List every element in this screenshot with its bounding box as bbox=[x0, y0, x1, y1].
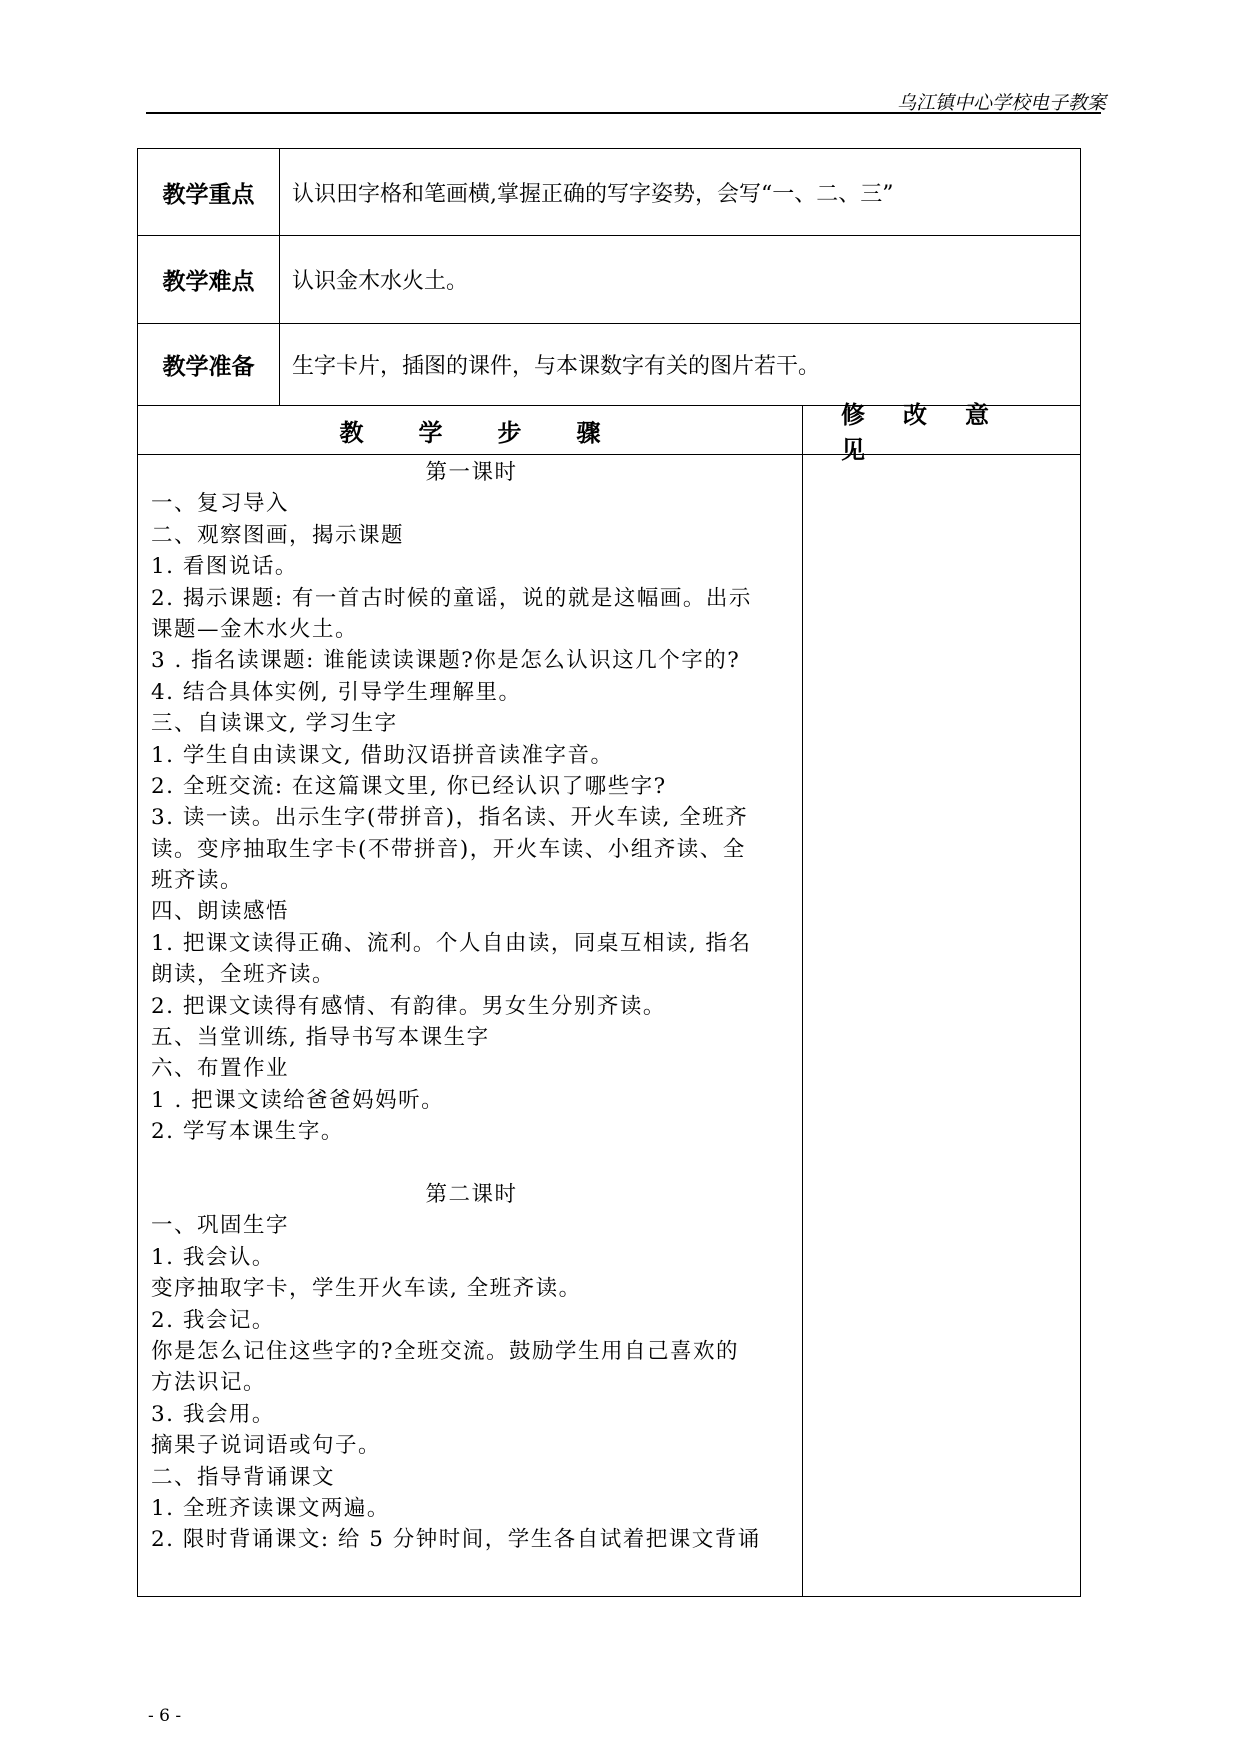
step-line: 摘果子说词语或句子。 bbox=[151, 1433, 382, 1459]
preparation-content: 生字卡片，插图的课件，与本课数字有关的图片若干。 bbox=[292, 354, 821, 379]
modifications-content bbox=[803, 455, 1080, 1596]
key-points-row bbox=[138, 149, 1080, 236]
lesson-plan-table bbox=[137, 148, 1081, 1597]
step-line: 1. 看图说话。 bbox=[151, 554, 298, 580]
step-line: 二、指导背诵课文 bbox=[151, 1464, 336, 1490]
difficulties-content: 认识金木水火土。 bbox=[292, 269, 469, 294]
step-line: 班齐读。 bbox=[151, 868, 244, 894]
step-line: 四、朗读感悟 bbox=[151, 899, 290, 925]
teaching-steps-content bbox=[138, 455, 803, 1596]
steps-column-header: 教学步骤 bbox=[138, 406, 803, 454]
blank-line bbox=[151, 1148, 792, 1179]
step-line: 2. 把课文读得有感情、有韵律。男女生分别齐读。 bbox=[151, 993, 666, 1019]
step-line: 一、巩固生字 bbox=[151, 1213, 290, 1239]
step-line: 3. 读一读。出示生字(带拼音)，指名读、开火车读, 全班齐 bbox=[151, 805, 749, 831]
step-line: 一、复习导入 bbox=[151, 491, 290, 517]
difficulties-label: 教学难点 bbox=[138, 236, 280, 323]
lesson-period-title: 第二课时 bbox=[425, 1181, 518, 1207]
step-line: 课题—金木水火土。 bbox=[151, 616, 359, 642]
step-line: 变序抽取字卡，学生开火车读, 全班齐读。 bbox=[151, 1276, 582, 1302]
step-line: 2. 全班交流: 在这篇课文里, 你已经认识了哪些字? bbox=[151, 773, 667, 799]
preparation-row bbox=[138, 324, 1080, 406]
step-line: 2. 学写本课生字。 bbox=[151, 1119, 344, 1145]
step-line: 六、布置作业 bbox=[151, 1056, 290, 1082]
step-line: 3 . 指名读课题: 谁能读读课题?你是怎么认识这几个字的? bbox=[151, 648, 741, 674]
difficulties-row bbox=[138, 236, 1080, 324]
step-line: 你是怎么记住这些字的?全班交流。鼓励学生用自己喜欢的 bbox=[151, 1338, 740, 1364]
step-line: 2. 揭示课题: 有一首古时候的童谣，说的就是这幅画。出示 bbox=[151, 585, 752, 611]
modifications-column-header: 修改意见 bbox=[841, 400, 1027, 464]
key-points-content: 认识田字格和笔画横,掌握正确的写字姿势，会写“一、二、三” bbox=[292, 181, 894, 207]
steps-header-row bbox=[138, 400, 1080, 464]
key-points-label: 教学重点 bbox=[138, 149, 280, 235]
header-rule bbox=[146, 112, 1101, 114]
step-line: 方法识记。 bbox=[151, 1370, 267, 1396]
step-line: 3. 我会用。 bbox=[151, 1401, 275, 1427]
lesson-period-title: 第一课时 bbox=[425, 460, 518, 485]
header-title: 乌江镇中心学校电子教案 bbox=[896, 92, 1106, 114]
step-line: 1. 全班齐读课文两遍。 bbox=[151, 1495, 390, 1521]
step-line: 2. 我会记。 bbox=[151, 1307, 275, 1333]
step-line: 朗读，全班齐读。 bbox=[151, 962, 336, 988]
page-number: - 6 - bbox=[148, 1706, 182, 1726]
step-line: 三、自读课文, 学习生字 bbox=[151, 711, 398, 737]
step-line: 1. 学生自由读课文, 借助汉语拼音读准字音。 bbox=[151, 742, 614, 768]
step-line: 1. 我会认。 bbox=[151, 1244, 275, 1270]
step-line: 二、观察图画，揭示课题 bbox=[151, 522, 405, 548]
steps-body-row bbox=[138, 455, 1080, 1596]
step-line: 1. 把课文读得正确、流利。个人自由读，同桌互相读, 指名 bbox=[151, 930, 752, 956]
step-line: 2. 限时背诵课文: 给 5 分钟时间，学生各自试着把课文背诵 bbox=[151, 1527, 761, 1553]
step-line: 4. 结合具体实例, 引导学生理解里。 bbox=[151, 679, 522, 705]
step-line: 读。变序抽取生字卡(不带拼音)，开火车读、小组齐读、全 bbox=[151, 836, 746, 862]
step-line: 1 . 把课文读给爸爸妈妈听。 bbox=[151, 1087, 445, 1113]
preparation-label: 教学准备 bbox=[138, 324, 280, 405]
step-line: 五、当堂训练, 指导书写本课生字 bbox=[151, 1025, 490, 1051]
